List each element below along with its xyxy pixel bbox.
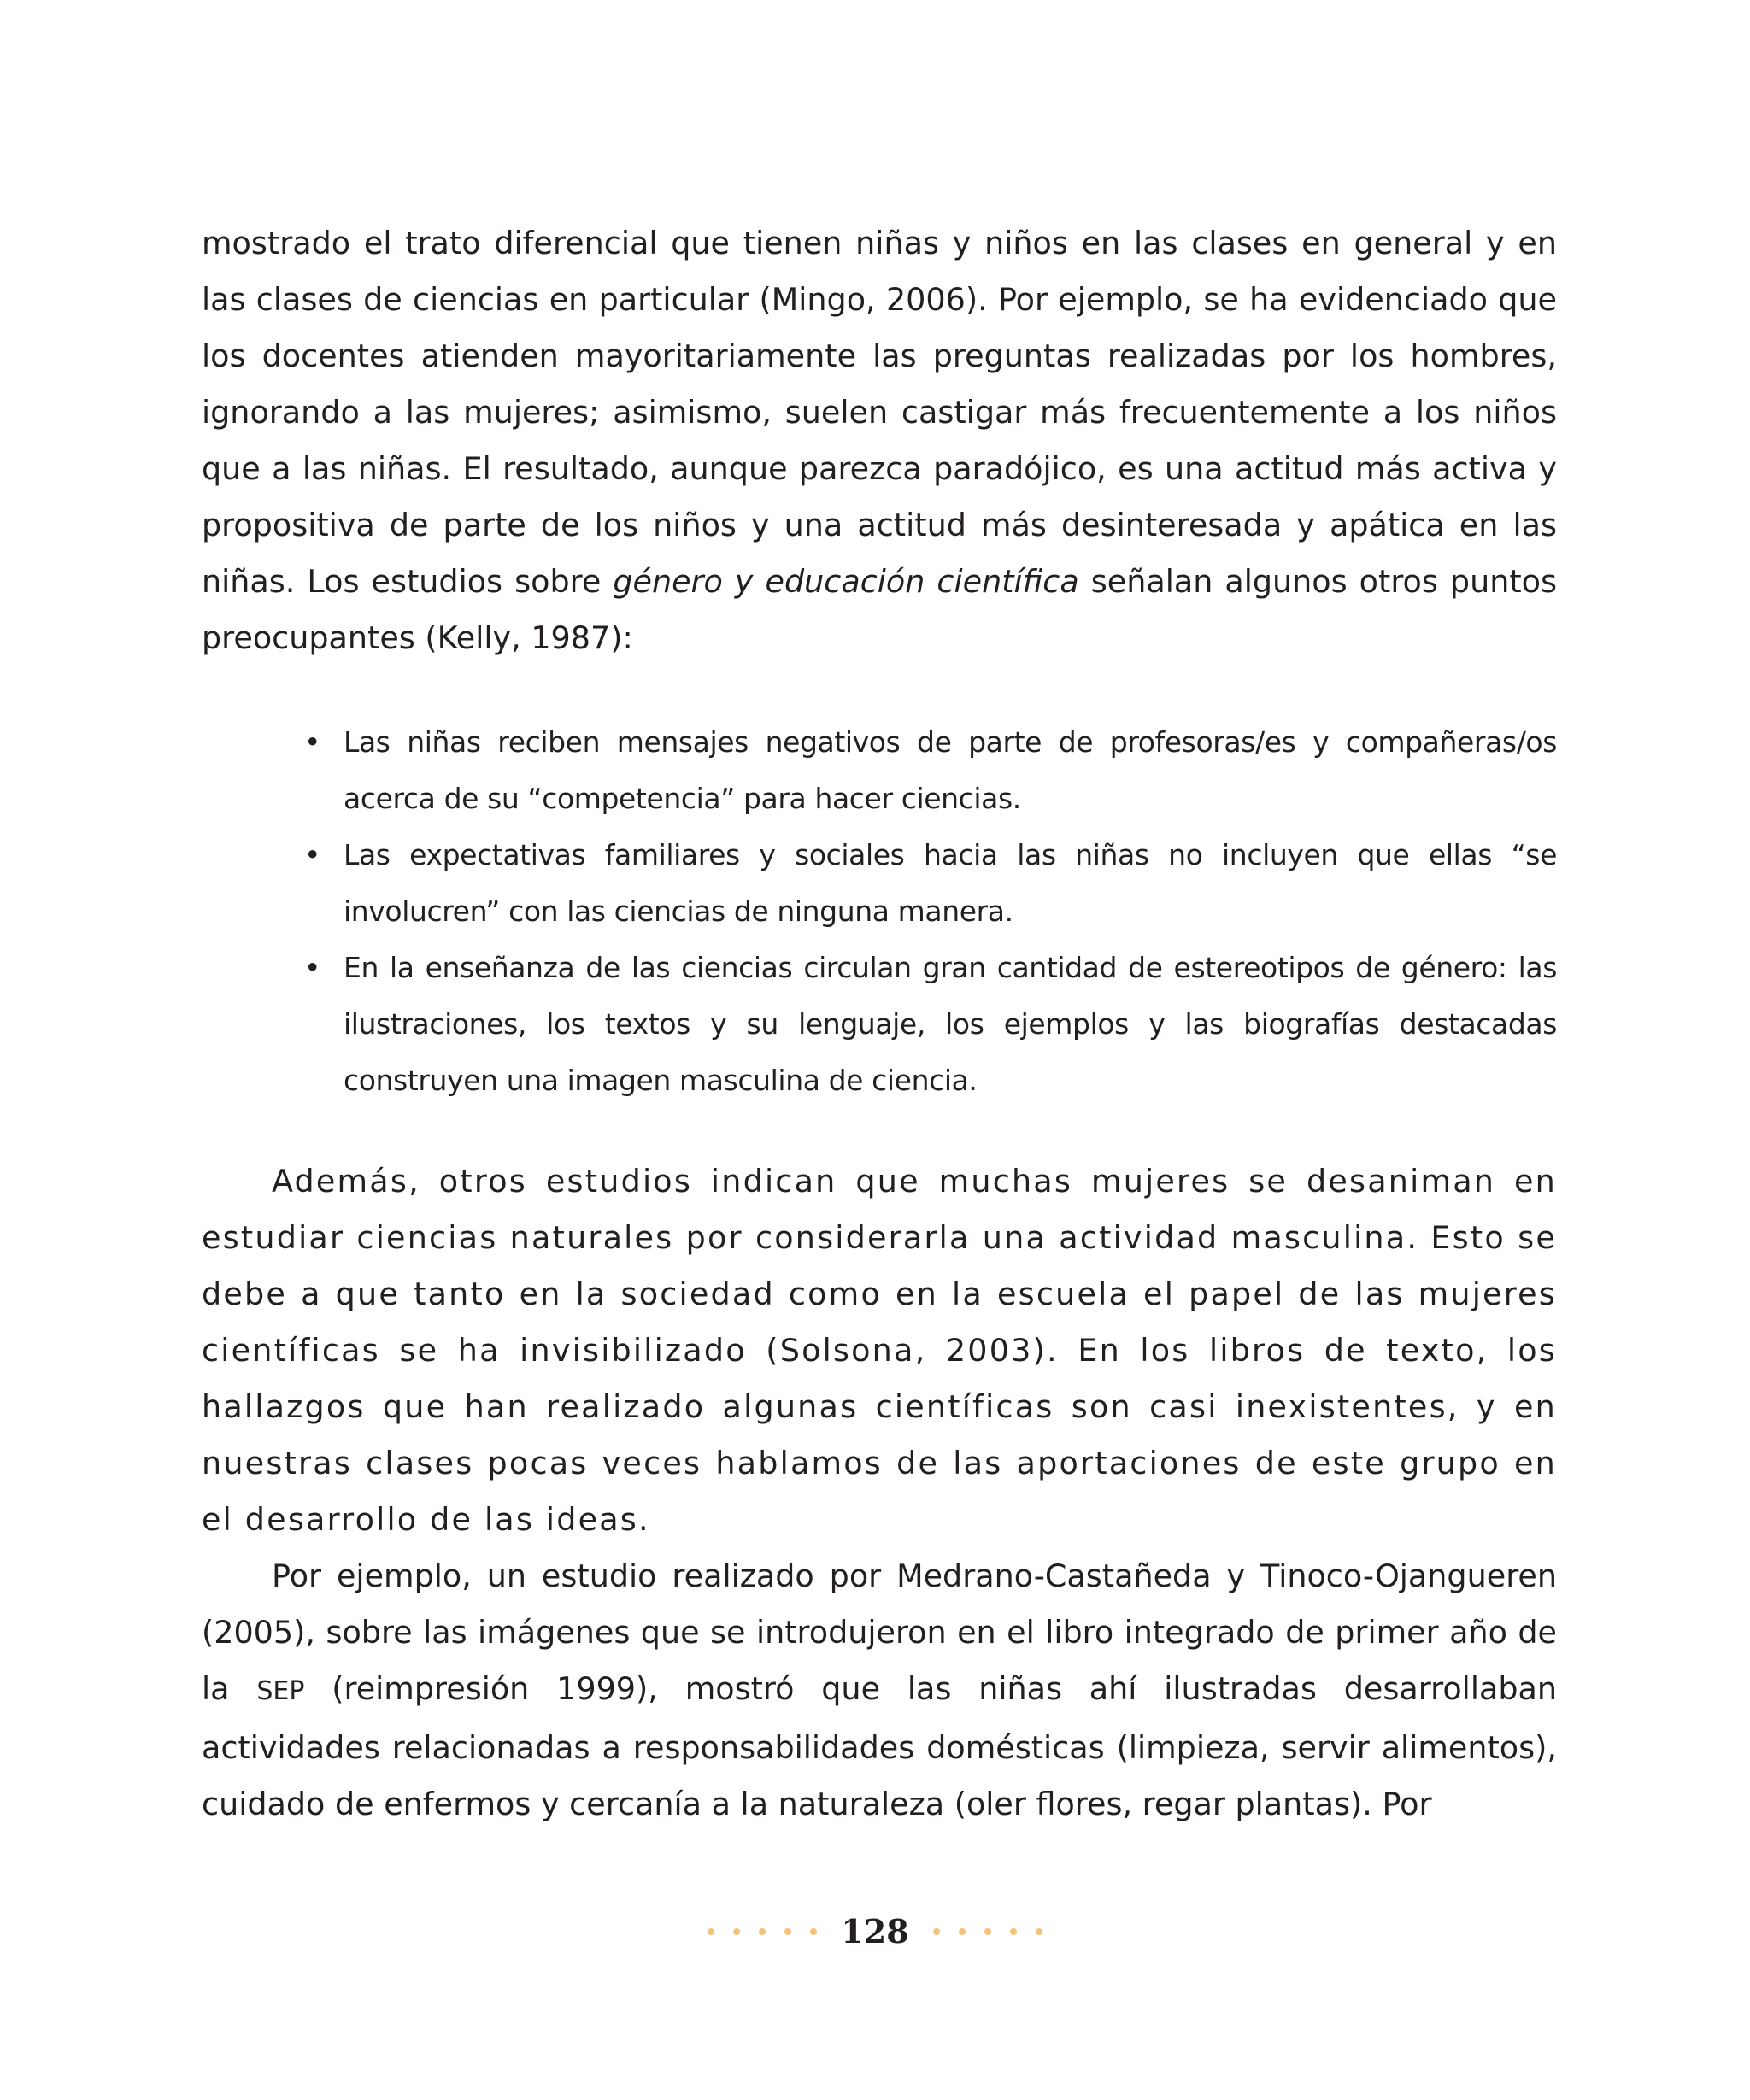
paragraph-2: Además, otros estudios indican que muchas mujeres se desaniman en estudiar ciencias naturales por considerarla una actividad masculina. Esto se debe a que tanto en la sociedad como en la escuela el papel de las mujeres científicas se ha invisibilizado (Solsona, 2003). En los libros de texto, los hallazgos que han realizado algunas científicas son casi inexistentes, y en nuestras clases pocas veces hablamos de las aportaciones de este grupo en el desarrollo de las ideas. xyxy=(202,1163,1557,1538)
dot-ornament xyxy=(759,1928,766,1935)
dot-ornament xyxy=(733,1928,740,1935)
dot-ornament xyxy=(984,1928,991,1935)
paragraph-1-text-end: señalan algunos otros puntos preocupantes (Kelly, 1987): xyxy=(202,563,1557,656)
sep-abbreviation: SEP xyxy=(256,1676,305,1706)
bullet-item: • En la enseñanza de las ciencias circulan gran cantidad de estereotipos de género: las ilustraciones, los textos y su lenguaje, los ejemplos y las biografías destacadas construyen una imagen masculina de ciencia. xyxy=(344,940,1557,1109)
paragraph-3-text: Por ejemplo, un estudio realizado por Medrano-Castañeda y Tinoco-Ojangueren (2005), sobre las imágenes que se introdujeron en el libro integrado de primer año de la xyxy=(202,1557,1557,1707)
bullet-item: • Las niñas reciben mensajes negativos de parte de profesoras/es y compañeras/os acerca de su “competencia” para hacer ciencias. xyxy=(344,714,1557,827)
dot-ornament xyxy=(933,1928,940,1935)
page-body xyxy=(202,215,1557,1833)
bullet-item: • Las expectativas familiares y sociales hacia las niñas no incluyen que ellas “se involucren” con las ciencias de ninguna manera. xyxy=(344,827,1557,940)
page-footer xyxy=(0,1912,1750,1950)
footer-dots-left xyxy=(708,1928,817,1935)
dot-ornament xyxy=(959,1928,966,1935)
paragraph-1-text: mostrado el trato diferencial que tienen niñas y niños en las clases en general y en las clases de ciencias en particular (Mingo, 2006). Por ejemplo, se ha evidenciado que los docentes atienden mayoritariamente las preguntas realizadas por los hombres, ignorando a las mujeres; asimismo, suelen castigar más frecuentemente a los niños que a las niñas. El resultado, aunque parezca paradójico, es una actitud más activa y propositiva de parte de los niños y una actitud más desinteresada y apática en las niñas. Los estudios sobre xyxy=(202,225,1557,600)
paragraph-3 xyxy=(202,1548,1557,1833)
dot-ornament xyxy=(708,1928,714,1935)
dot-ornament xyxy=(1036,1928,1042,1935)
footer-dots-right xyxy=(933,1928,1042,1935)
dot-ornament xyxy=(810,1928,817,1935)
page-number: 128 xyxy=(841,1912,909,1950)
paragraph-1 xyxy=(202,215,1557,666)
paragraph-1-italic: género y educación científica xyxy=(613,563,1079,600)
paragraph-3-text-end: (reimpresión 1999), mostró que las niñas ahí ilustradas desarrollaban actividades relacionadas a responsabilidades domésticas (limpieza, servir alimentos), cuidado de enfermos y cercanía a la naturaleza (oler flores, regar plantas). Por xyxy=(202,1670,1557,1822)
dot-ornament xyxy=(784,1928,791,1935)
dot-ornament xyxy=(1010,1928,1017,1935)
bullet-list xyxy=(202,714,1557,1109)
